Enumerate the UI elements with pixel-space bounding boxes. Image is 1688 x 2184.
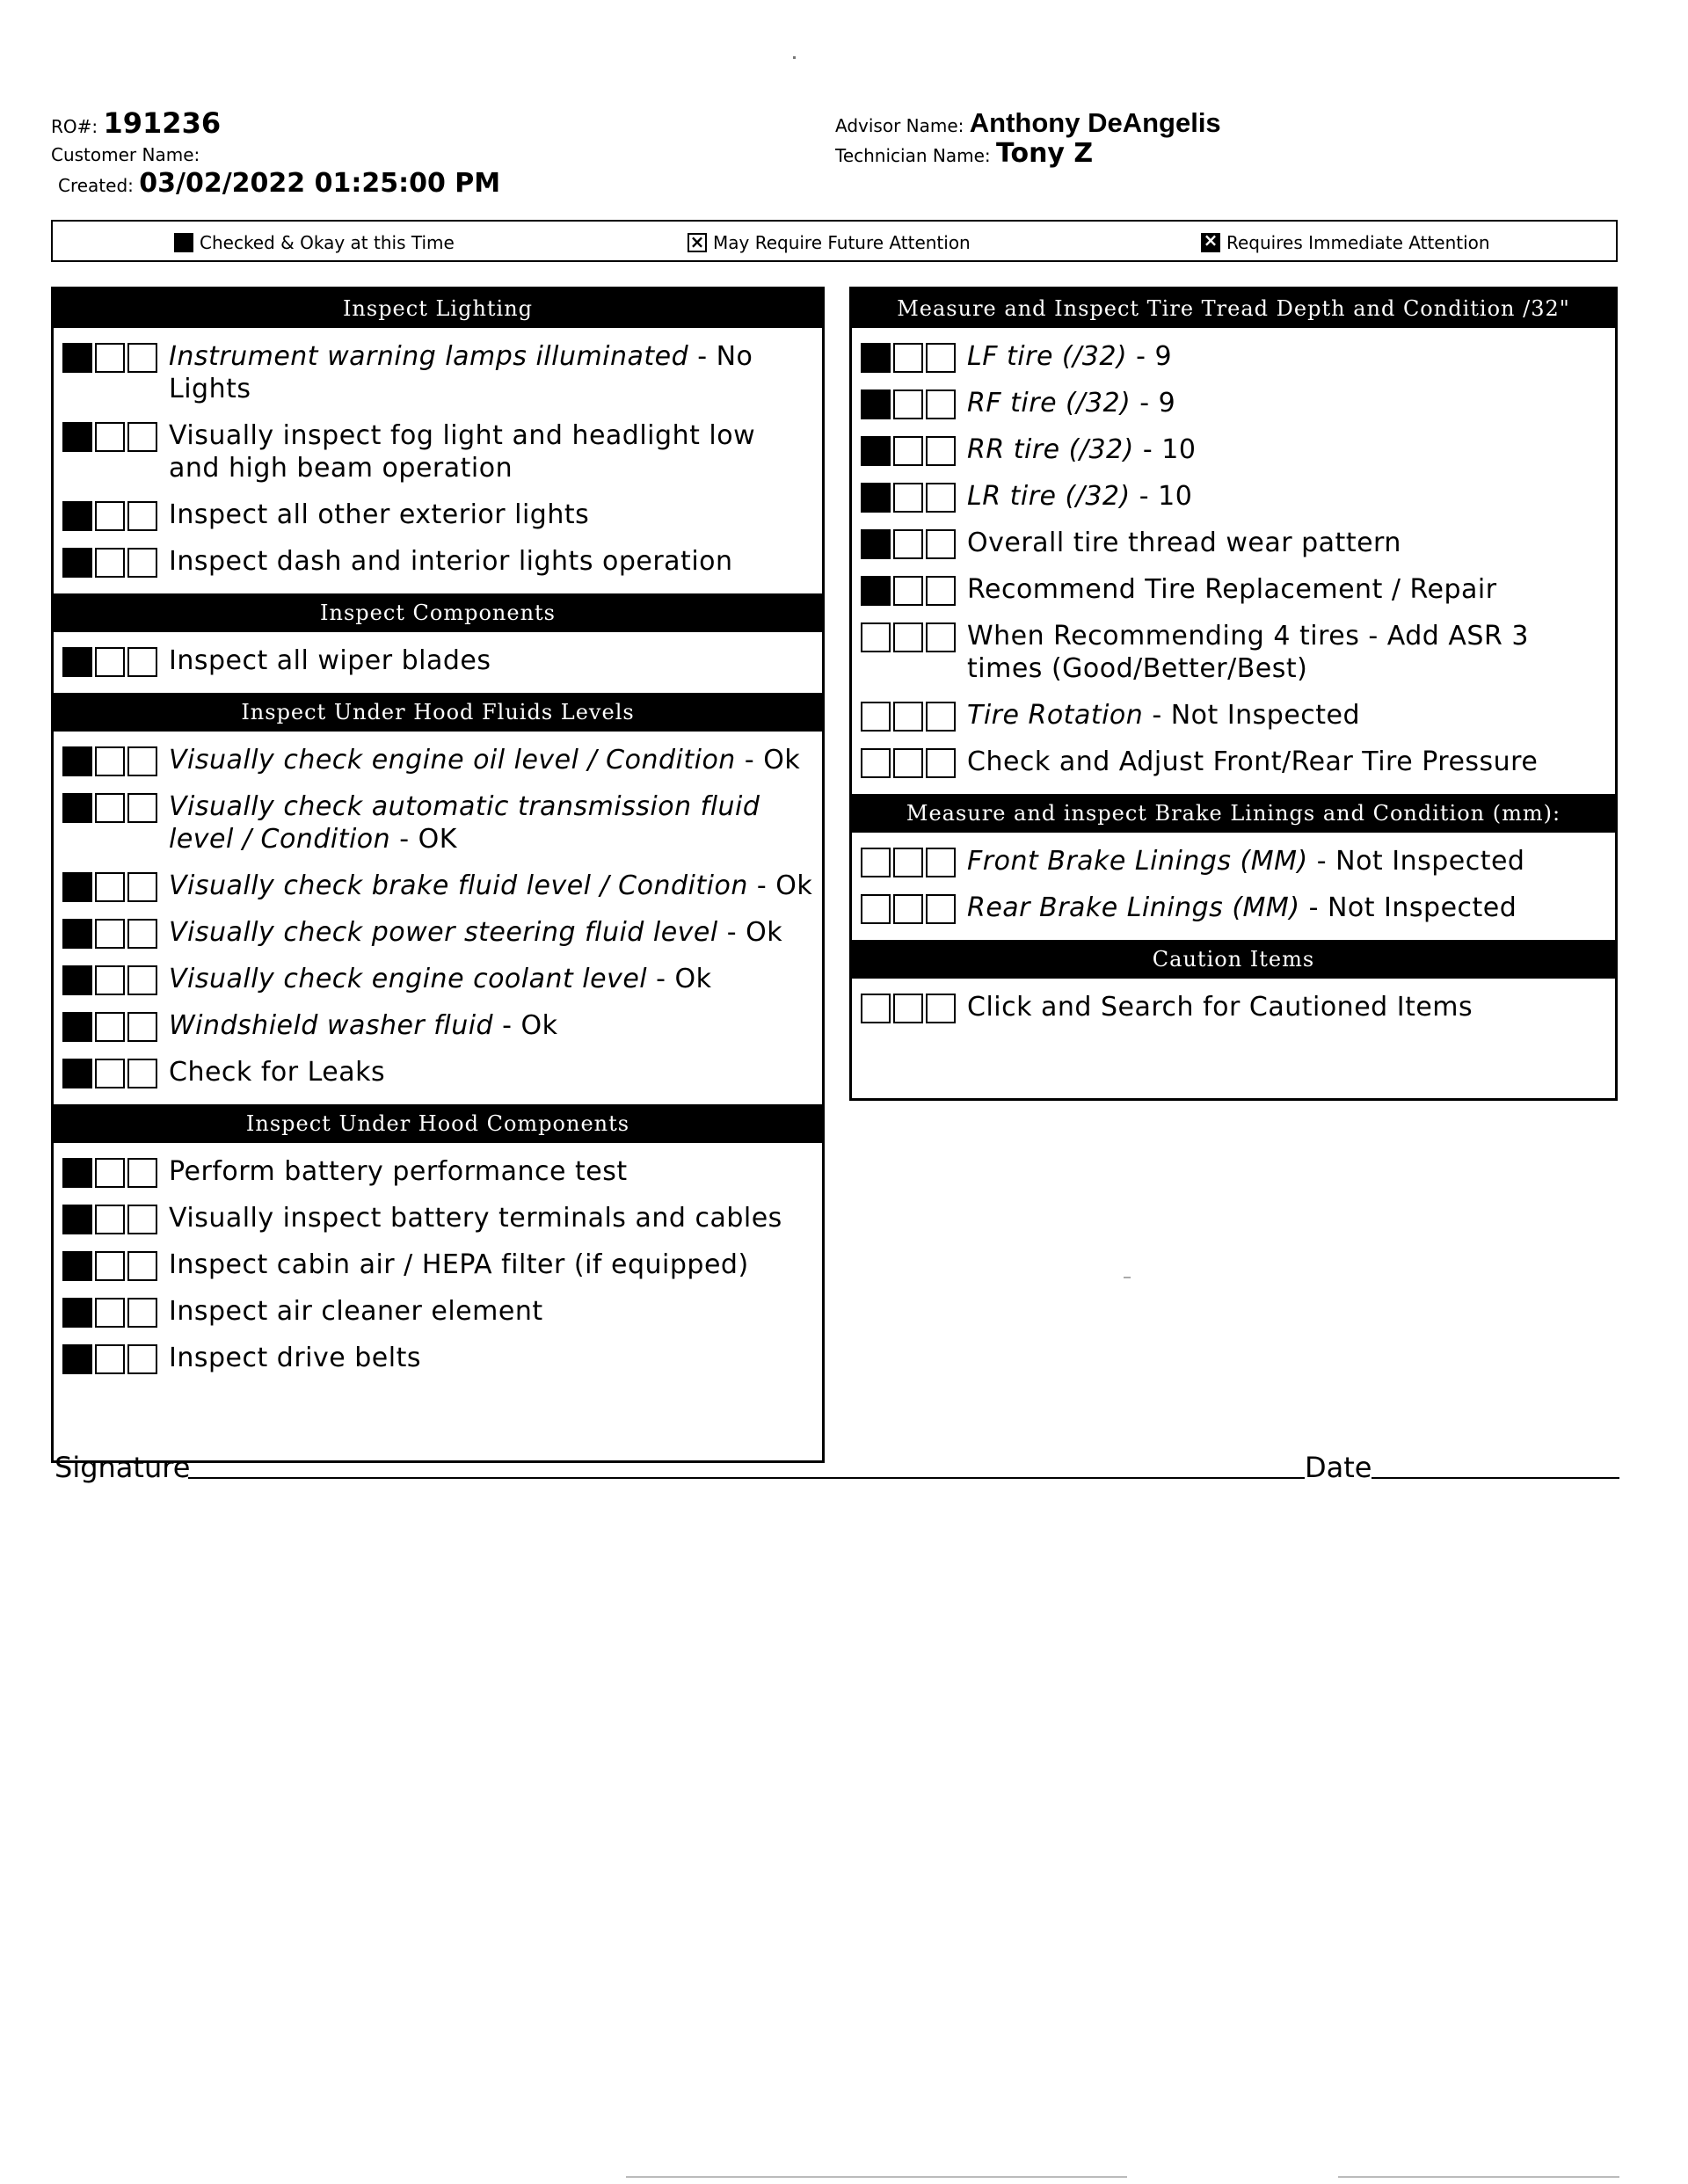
- immediate-attention-checkbox[interactable]: [926, 389, 956, 419]
- checklist-item: [54, 1249, 822, 1281]
- ro-line: [51, 106, 222, 140]
- checked-okay-checkbox[interactable]: [861, 436, 891, 466]
- future-attention-checkbox[interactable]: [95, 1251, 125, 1281]
- immediate-attention-checkbox[interactable]: [127, 647, 157, 677]
- checklist-item: [852, 340, 1615, 373]
- section-header-measure-and-inspect-tire-tread-depth-and-condition-32: Measure and Inspect Tire Tread Depth and Condition /32": [852, 289, 1615, 328]
- advisor-line: [835, 109, 1221, 136]
- item-separator: -: [390, 824, 418, 855]
- checklist-item: [54, 545, 822, 578]
- status-checkboxes: [62, 1012, 160, 1042]
- checklist-item: [852, 845, 1615, 877]
- checked-okay-checkbox[interactable]: [861, 894, 891, 924]
- future-attention-checkbox[interactable]: [95, 501, 125, 531]
- immediate-attention-checkbox[interactable]: [127, 793, 157, 823]
- item-separator: -: [1143, 700, 1171, 731]
- item-name: Visually check brake fluid level / Condition: [169, 870, 748, 901]
- immediate-attention-icon: [1201, 233, 1220, 252]
- checklist-item: [852, 746, 1615, 778]
- signature-label: Signature: [55, 1451, 191, 1484]
- checked-okay-checkbox[interactable]: [861, 343, 891, 373]
- section-body: [54, 1143, 822, 1390]
- legend-immediate-label: Requires Immediate Attention: [1226, 232, 1490, 253]
- checked-okay-checkbox[interactable]: [861, 848, 891, 877]
- checked-okay-checkbox[interactable]: [861, 748, 891, 778]
- immediate-attention-checkbox[interactable]: [926, 576, 956, 606]
- item-name: Inspect dash and interior lights operation: [169, 546, 733, 577]
- checklist-item: [54, 1295, 822, 1328]
- checklist-item: [852, 620, 1615, 685]
- item-name: Inspect cabin air / HEPA filter (if equipped): [169, 1249, 749, 1280]
- item-text: [169, 1249, 813, 1281]
- section-body: [54, 732, 822, 1104]
- status-checkboxes: [861, 622, 958, 652]
- item-text: [967, 480, 1606, 513]
- checked-okay-checkbox[interactable]: [62, 548, 92, 578]
- technician-value: Tony Z: [995, 138, 1094, 169]
- future-attention-checkbox[interactable]: [893, 389, 923, 419]
- created-label: Created:: [58, 175, 134, 196]
- item-result: Not Inspected: [1170, 700, 1361, 731]
- immediate-attention-checkbox[interactable]: [127, 548, 157, 578]
- item-text: [967, 620, 1606, 685]
- item-name: Instrument warning lamps illuminated: [169, 341, 689, 372]
- item-separator: -: [647, 964, 675, 994]
- item-name: LF tire (/32): [967, 341, 1128, 372]
- item-name: Rear Brake Linings (MM): [967, 892, 1300, 923]
- future-attention-checkbox[interactable]: [95, 647, 125, 677]
- future-attention-checkbox[interactable]: [95, 965, 125, 995]
- checklist-item: [54, 1155, 822, 1188]
- immediate-attention-checkbox[interactable]: [127, 919, 157, 949]
- future-attention-checkbox[interactable]: [95, 1344, 125, 1374]
- item-text: [169, 340, 813, 405]
- checked-okay-checkbox[interactable]: [62, 343, 92, 373]
- future-attention-checkbox[interactable]: [95, 1012, 125, 1042]
- checked-okay-checkbox[interactable]: [62, 647, 92, 677]
- advisor-label: Advisor Name:: [835, 115, 964, 136]
- future-attention-checkbox[interactable]: [95, 422, 125, 452]
- checklist-item: [54, 419, 822, 484]
- item-separator: -: [1299, 892, 1328, 923]
- date-line[interactable]: [1372, 1477, 1619, 1479]
- item-name: Front Brake Linings (MM): [967, 846, 1308, 877]
- item-name: Check for Leaks: [169, 1057, 386, 1088]
- item-result: Ok: [520, 1010, 558, 1041]
- scan-edge-line: [626, 2176, 1127, 2178]
- item-name: RF tire (/32): [967, 388, 1131, 419]
- status-checkboxes: [62, 1205, 160, 1234]
- legend-checked-label: Checked & Okay at this Time: [200, 232, 455, 253]
- checked-okay-checkbox[interactable]: [62, 919, 92, 949]
- created-value: 03/02/2022 01:25:00 PM: [139, 168, 501, 199]
- section-header-inspect-under-hood-components: Inspect Under Hood Components: [54, 1104, 822, 1143]
- item-separator: -: [688, 341, 717, 372]
- legend-future-label: May Require Future Attention: [713, 232, 971, 253]
- status-checkboxes: [62, 422, 160, 452]
- item-text: [169, 963, 813, 995]
- item-text: [967, 892, 1606, 924]
- future-attention-checkbox[interactable]: [893, 894, 923, 924]
- section-header-inspect-under-hood-fluids-levels: Inspect Under Hood Fluids Levels: [54, 693, 822, 732]
- future-attention-checkbox[interactable]: [95, 343, 125, 373]
- item-name: Overall tire thread wear pattern: [967, 528, 1401, 558]
- immediate-attention-checkbox[interactable]: [127, 1251, 157, 1281]
- future-attention-checkbox[interactable]: [893, 436, 923, 466]
- status-checkboxes: [861, 389, 958, 419]
- immediate-attention-checkbox[interactable]: [926, 894, 956, 924]
- immediate-attention-checkbox[interactable]: [926, 748, 956, 778]
- item-text: [169, 916, 813, 949]
- item-text: [967, 340, 1606, 373]
- status-checkboxes: [62, 1344, 160, 1374]
- status-checkboxes: [62, 1059, 160, 1088]
- checked-okay-checkbox[interactable]: [861, 529, 891, 559]
- checklist-item: [852, 573, 1615, 606]
- item-separator: -: [1307, 846, 1336, 877]
- item-name: Tire Rotation: [967, 700, 1144, 731]
- item-text: [967, 991, 1606, 1023]
- item-name: Visually check power steering fluid level: [169, 917, 718, 948]
- item-text: [169, 1342, 813, 1374]
- status-checkboxes: [62, 872, 160, 902]
- section-body: [54, 328, 822, 593]
- item-result: No Lights: [169, 341, 753, 404]
- future-attention-checkbox[interactable]: [893, 483, 923, 513]
- signature-line[interactable]: [188, 1477, 1305, 1479]
- checked-okay-checkbox[interactable]: [62, 965, 92, 995]
- future-attention-checkbox[interactable]: [893, 529, 923, 559]
- immediate-attention-checkbox[interactable]: [926, 529, 956, 559]
- checked-okay-checkbox[interactable]: [861, 576, 891, 606]
- immediate-attention-checkbox[interactable]: [127, 501, 157, 531]
- item-text: [967, 433, 1606, 466]
- section-body: [852, 979, 1615, 1039]
- item-text: [169, 1009, 813, 1042]
- scan-edge-line: [1338, 2176, 1619, 2178]
- immediate-attention-checkbox[interactable]: [127, 1059, 157, 1088]
- status-checkboxes: [861, 576, 958, 606]
- future-attention-checkbox[interactable]: [95, 793, 125, 823]
- item-result: Not Inspected: [1327, 892, 1517, 923]
- item-result: Not Inspected: [1335, 846, 1525, 877]
- checklist-item: [852, 892, 1615, 924]
- item-text: [967, 746, 1606, 778]
- item-text: [169, 790, 813, 855]
- item-name: Visually inspect fog light and headlight low and high beam operation: [169, 420, 756, 484]
- item-result: Ok: [746, 917, 783, 948]
- item-name: RR tire (/32): [967, 434, 1134, 465]
- checklist-item: [852, 699, 1615, 732]
- status-checkboxes: [861, 894, 958, 924]
- section-body: [852, 328, 1615, 794]
- item-result: 9: [1158, 388, 1176, 419]
- item-name: When Recommending 4 tires - Add ASR 3 times (Good/Better/Best): [967, 621, 1529, 684]
- left-inspection-panel: [51, 287, 825, 1463]
- status-checkboxes: [861, 748, 958, 778]
- item-text: [169, 744, 813, 776]
- checklist-item: [852, 991, 1615, 1023]
- section-body: [852, 833, 1615, 940]
- item-name: Inspect air cleaner element: [169, 1296, 543, 1327]
- status-checkboxes: [861, 994, 958, 1023]
- item-text: [967, 845, 1606, 877]
- immediate-attention-checkbox[interactable]: [127, 422, 157, 452]
- immediate-attention-checkbox[interactable]: [926, 622, 956, 652]
- customer-line: [51, 146, 200, 164]
- status-checkboxes: [62, 746, 160, 776]
- status-checkboxes: [62, 793, 160, 823]
- checked-okay-checkbox[interactable]: [861, 622, 891, 652]
- status-checkboxes: [861, 343, 958, 373]
- immediate-attention-checkbox[interactable]: [127, 1344, 157, 1374]
- ro-number: 191236: [103, 106, 222, 140]
- advisor-value: Anthony DeAngelis: [969, 107, 1221, 138]
- item-separator: -: [1127, 341, 1155, 372]
- checklist-item: [54, 916, 822, 949]
- checked-okay-checkbox[interactable]: [62, 793, 92, 823]
- future-attention-icon: [688, 233, 707, 252]
- future-attention-checkbox[interactable]: [95, 1205, 125, 1234]
- checklist-item: [852, 387, 1615, 419]
- item-name: Click and Search for Cautioned Items: [967, 992, 1473, 1023]
- item-separator: -: [1133, 434, 1162, 465]
- ro-label: RO#:: [51, 116, 98, 137]
- item-text: [169, 1155, 813, 1188]
- item-name: Visually inspect battery terminals and cables: [169, 1203, 782, 1234]
- item-name: Check and Adjust Front/Rear Tire Pressure: [967, 746, 1539, 777]
- item-name: LR tire (/32): [967, 481, 1131, 512]
- checked-okay-checkbox[interactable]: [861, 994, 891, 1023]
- status-checkboxes: [62, 343, 160, 373]
- item-result: Ok: [775, 870, 813, 901]
- item-text: [169, 1202, 813, 1234]
- future-attention-checkbox[interactable]: [893, 994, 923, 1023]
- future-attention-checkbox[interactable]: [95, 919, 125, 949]
- checklist-item: [852, 433, 1615, 466]
- checked-okay-checkbox[interactable]: [62, 1251, 92, 1281]
- item-result: Ok: [674, 964, 712, 994]
- legend-future: [688, 232, 971, 253]
- item-text: [967, 573, 1606, 606]
- item-name: Windshield washer fluid: [169, 1010, 494, 1041]
- future-attention-checkbox[interactable]: [95, 548, 125, 578]
- checklist-item: [54, 963, 822, 995]
- item-result: OK: [418, 824, 457, 855]
- item-text: [169, 419, 813, 484]
- checked-okay-checkbox[interactable]: [62, 501, 92, 531]
- checklist-item: [852, 480, 1615, 513]
- checklist-item: [54, 790, 822, 855]
- checklist-item: [54, 1342, 822, 1374]
- item-name: Visually check automatic transmission fluid level / Condition: [169, 791, 760, 855]
- item-separator: -: [1131, 388, 1159, 419]
- checked-okay-checkbox[interactable]: [62, 1012, 92, 1042]
- checked-okay-checkbox[interactable]: [62, 746, 92, 776]
- item-name: Recommend Tire Replacement / Repair: [967, 574, 1497, 605]
- item-result: 9: [1154, 341, 1173, 372]
- item-name: Inspect drive belts: [169, 1343, 421, 1373]
- item-result: Ok: [763, 745, 801, 775]
- checked-okay-checkbox[interactable]: [62, 1059, 92, 1088]
- item-result: 10: [1158, 481, 1193, 512]
- immediate-attention-checkbox[interactable]: [127, 1298, 157, 1328]
- immediate-attention-checkbox[interactable]: [127, 1012, 157, 1042]
- right-inspection-panel: [849, 287, 1618, 1101]
- future-attention-checkbox[interactable]: [893, 848, 923, 877]
- future-attention-checkbox[interactable]: [95, 872, 125, 902]
- immediate-attention-checkbox[interactable]: [926, 343, 956, 373]
- checked-okay-checkbox[interactable]: [861, 483, 891, 513]
- item-text: [169, 644, 813, 677]
- item-separator: -: [717, 917, 746, 948]
- status-checkboxes: [62, 1251, 160, 1281]
- checklist-item: [54, 499, 822, 531]
- item-text: [967, 699, 1606, 732]
- immediate-attention-checkbox[interactable]: [127, 746, 157, 776]
- item-name: Inspect all other exterior lights: [169, 499, 590, 530]
- checklist-item: [54, 340, 822, 405]
- item-name: Visually check engine oil level / Condition: [169, 745, 736, 775]
- checked-swatch-icon: [174, 233, 193, 252]
- future-attention-checkbox[interactable]: [95, 1298, 125, 1328]
- item-separator: -: [735, 745, 764, 775]
- future-attention-checkbox[interactable]: [95, 1059, 125, 1088]
- item-separator: -: [493, 1010, 521, 1041]
- item-separator: -: [747, 870, 776, 901]
- future-attention-checkbox[interactable]: [893, 622, 923, 652]
- checked-okay-checkbox[interactable]: [62, 872, 92, 902]
- checklist-item: [54, 644, 822, 677]
- checklist-item: [54, 1056, 822, 1088]
- status-checkboxes: [861, 702, 958, 732]
- future-attention-checkbox[interactable]: [893, 702, 923, 732]
- checked-okay-checkbox[interactable]: [62, 1344, 92, 1374]
- section-header-caution-items: Caution Items: [852, 940, 1615, 979]
- status-checkboxes: [62, 965, 160, 995]
- item-separator: -: [1130, 481, 1159, 512]
- technician-line: [835, 138, 1094, 169]
- section-body: [54, 632, 822, 693]
- checked-okay-checkbox[interactable]: [861, 702, 891, 732]
- status-checkboxes: [62, 501, 160, 531]
- status-checkboxes: [62, 1298, 160, 1328]
- item-name: Inspect all wiper blades: [169, 645, 491, 676]
- section-header-measure-and-inspect-brake-linings-and-condition-mm: Measure and inspect Brake Linings and Condition (mm):: [852, 794, 1615, 833]
- status-checkboxes: [861, 483, 958, 513]
- item-name: Visually check engine coolant level: [169, 964, 648, 994]
- section-header-inspect-components: Inspect Components: [54, 593, 822, 632]
- item-text: [169, 499, 813, 531]
- status-checkboxes: [62, 548, 160, 578]
- legend-immediate: [1201, 232, 1490, 253]
- immediate-attention-checkbox[interactable]: [127, 1205, 157, 1234]
- scan-speck: [793, 56, 796, 59]
- checklist-item: [852, 527, 1615, 559]
- future-attention-checkbox[interactable]: [893, 343, 923, 373]
- status-checkboxes: [62, 919, 160, 949]
- immediate-attention-checkbox[interactable]: [926, 436, 956, 466]
- status-checkboxes: [861, 529, 958, 559]
- item-name: Perform battery performance test: [169, 1156, 628, 1187]
- legend-checked: [174, 232, 455, 253]
- checked-okay-checkbox[interactable]: [62, 1158, 92, 1188]
- checked-okay-checkbox[interactable]: [861, 389, 891, 419]
- checked-okay-checkbox[interactable]: [62, 1205, 92, 1234]
- immediate-attention-checkbox[interactable]: [127, 343, 157, 373]
- item-text: [169, 545, 813, 578]
- created-line: [58, 168, 501, 199]
- immediate-attention-checkbox[interactable]: [127, 872, 157, 902]
- item-text: [169, 1295, 813, 1328]
- item-result: 10: [1161, 434, 1197, 465]
- future-attention-checkbox[interactable]: [893, 576, 923, 606]
- immediate-attention-checkbox[interactable]: [127, 1158, 157, 1188]
- section-header-inspect-lighting: Inspect Lighting: [54, 289, 822, 328]
- immediate-attention-checkbox[interactable]: [926, 483, 956, 513]
- checklist-item: [54, 870, 822, 902]
- immediate-attention-checkbox[interactable]: [926, 848, 956, 877]
- status-checkboxes: [62, 647, 160, 677]
- future-attention-checkbox[interactable]: [95, 746, 125, 776]
- checklist-item: [54, 1009, 822, 1042]
- checklist-item: [54, 1202, 822, 1234]
- immediate-attention-checkbox[interactable]: [926, 994, 956, 1023]
- status-checkboxes: [861, 848, 958, 877]
- technician-label: Technician Name:: [835, 145, 991, 166]
- status-checkboxes: [861, 436, 958, 466]
- status-checkboxes: [62, 1158, 160, 1188]
- status-legend: [51, 220, 1618, 262]
- checklist-item: [54, 744, 822, 776]
- item-text: [169, 870, 813, 902]
- item-text: [967, 387, 1606, 419]
- future-attention-checkbox[interactable]: [95, 1158, 125, 1188]
- item-text: [967, 527, 1606, 559]
- date-label: Date: [1305, 1451, 1372, 1484]
- checked-okay-checkbox[interactable]: [62, 422, 92, 452]
- future-attention-checkbox[interactable]: [893, 748, 923, 778]
- scan-speck: [1124, 1277, 1131, 1278]
- item-text: [169, 1056, 813, 1088]
- immediate-attention-checkbox[interactable]: [127, 965, 157, 995]
- checked-okay-checkbox[interactable]: [62, 1298, 92, 1328]
- customer-label: Customer Name:: [51, 144, 200, 165]
- immediate-attention-checkbox[interactable]: [926, 702, 956, 732]
